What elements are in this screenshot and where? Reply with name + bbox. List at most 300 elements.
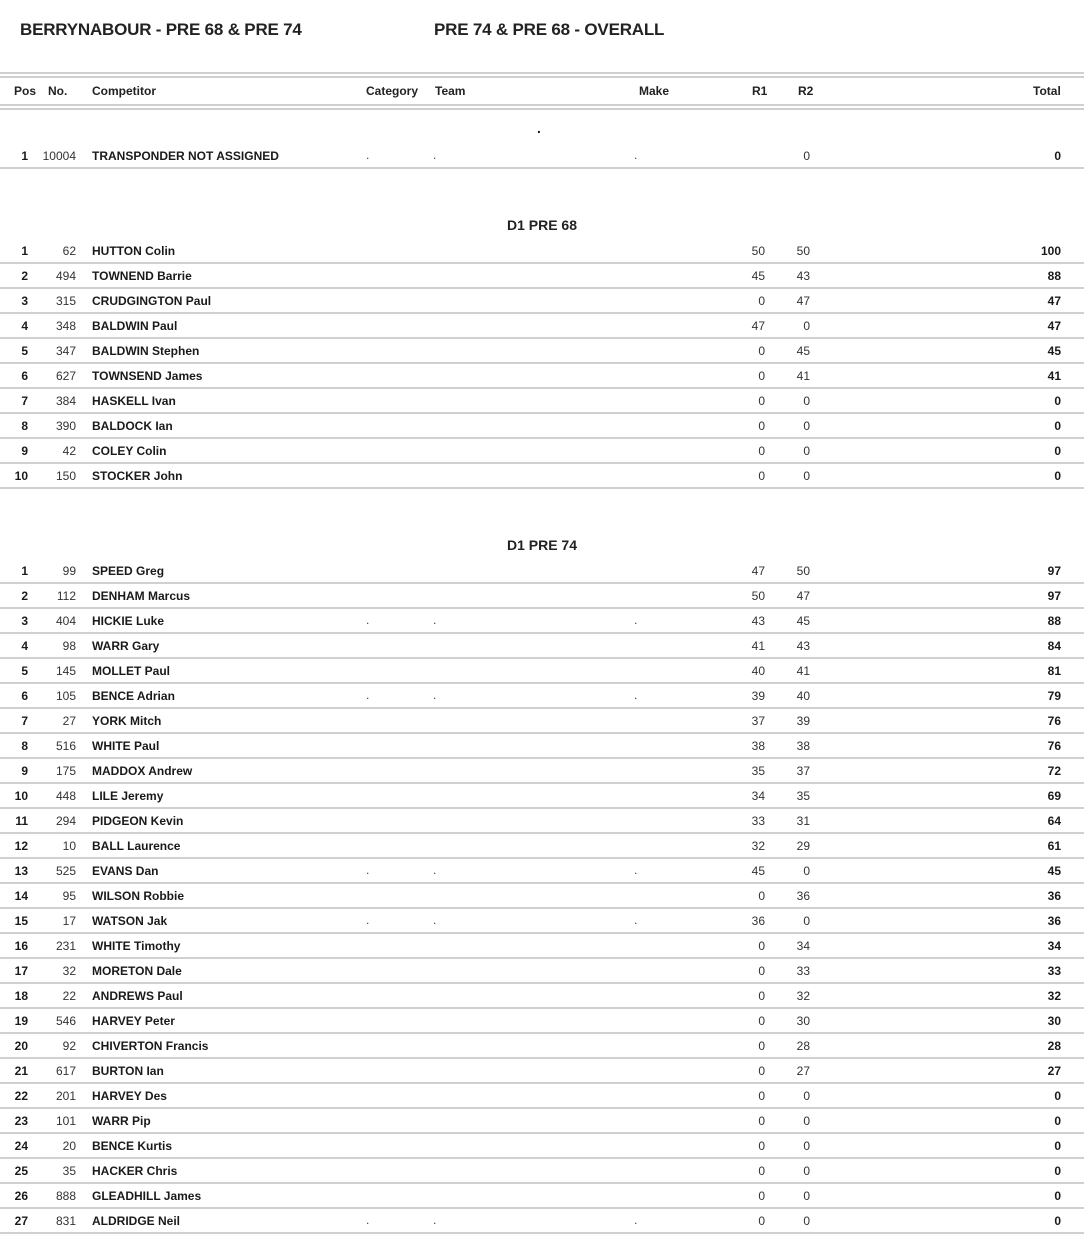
competitor-cell: BALDOCK Ian (92, 419, 173, 433)
make-cell: . (634, 613, 638, 627)
table-row[interactable] (0, 759, 1084, 784)
r1-cell: 0 (758, 394, 765, 408)
r2-cell: 36 (796, 889, 810, 903)
table-row[interactable] (0, 734, 1084, 759)
number-cell: 494 (55, 269, 76, 283)
competitor-cell: WATSON Jak (92, 914, 168, 928)
r2-cell: 43 (796, 639, 810, 653)
table-row[interactable] (0, 559, 1084, 584)
r1-cell: 32 (751, 839, 765, 853)
table-row[interactable] (0, 884, 1084, 909)
r2-cell: 37 (796, 764, 810, 778)
table-row[interactable] (0, 389, 1084, 414)
table-row[interactable] (0, 1109, 1084, 1134)
r2-cell: 43 (796, 269, 810, 283)
event-title: BERRYNABOUR - PRE 68 & PRE 74 (20, 20, 302, 39)
table-row[interactable] (0, 684, 1084, 709)
total-cell: 0 (1054, 1139, 1061, 1153)
r2-cell: 41 (796, 369, 810, 383)
total-cell: 36 (1047, 889, 1061, 903)
r1-cell: 0 (758, 469, 765, 483)
group-title: . (537, 120, 541, 136)
r2-cell: 50 (796, 564, 810, 578)
column-header-total[interactable]: Total (1033, 84, 1061, 98)
number-cell: 231 (55, 939, 76, 953)
r2-cell: 0 (803, 319, 810, 333)
number-cell: 99 (62, 564, 76, 578)
table-row[interactable] (0, 339, 1084, 364)
header-divider-bottom-inner (0, 108, 1084, 110)
position-cell: 12 (14, 839, 28, 853)
make-cell: . (634, 688, 638, 702)
competitor-cell: WHITE Timothy (92, 939, 181, 953)
competitor-cell: COLEY Colin (92, 444, 167, 458)
table-row[interactable] (0, 439, 1084, 464)
table-row[interactable] (0, 659, 1084, 684)
table-row[interactable] (0, 984, 1084, 1009)
r1-cell: 0 (758, 1164, 765, 1178)
total-cell: 0 (1054, 419, 1061, 433)
r2-cell: 0 (803, 864, 810, 878)
team-cell: . (433, 1213, 437, 1227)
r2-cell: 39 (796, 714, 810, 728)
r2-cell: 31 (796, 814, 810, 828)
r2-cell: 45 (796, 344, 810, 358)
r1-cell: 39 (751, 689, 765, 703)
position-cell: 11 (15, 814, 28, 828)
number-cell: 98 (62, 639, 76, 653)
competitor-cell: BURTON Ian (92, 1064, 164, 1078)
make-cell: . (634, 863, 638, 877)
position-cell: 7 (21, 714, 28, 728)
r1-cell: 0 (758, 1114, 765, 1128)
column-header-category[interactable]: Category (366, 84, 419, 98)
competitor-cell: WHITE Paul (92, 739, 160, 753)
number-cell: 404 (55, 614, 76, 628)
category-cell: . (366, 913, 370, 927)
position-cell: 1 (21, 244, 28, 258)
total-cell: 45 (1047, 344, 1061, 358)
total-cell: 28 (1047, 1039, 1061, 1053)
category-cell: . (366, 863, 370, 877)
table-row[interactable] (0, 834, 1084, 859)
competitor-cell: BENCE Adrian (92, 689, 175, 703)
make-cell: . (634, 913, 638, 927)
position-cell: 13 (14, 864, 28, 878)
r2-cell: 47 (796, 589, 810, 603)
position-cell: 21 (14, 1064, 28, 1078)
r1-cell: 37 (751, 714, 765, 728)
competitor-cell: PIDGEON Kevin (92, 814, 184, 828)
r1-cell: 0 (758, 369, 765, 383)
competitor-cell: EVANS Dan (92, 864, 159, 878)
competitor-cell: STOCKER John (92, 469, 183, 483)
number-cell: 150 (55, 469, 76, 483)
competitor-cell: LILE Jeremy (92, 789, 164, 803)
total-cell: 45 (1047, 864, 1061, 878)
total-cell: 100 (1040, 244, 1061, 258)
total-cell: 0 (1054, 469, 1061, 483)
r2-cell: 41 (796, 664, 810, 678)
competitor-cell: WARR Gary (92, 639, 160, 653)
total-cell: 97 (1047, 564, 1061, 578)
r1-cell: 0 (758, 939, 765, 953)
competitor-cell: HARVEY Peter (92, 1014, 175, 1028)
r1-cell: 0 (758, 1089, 765, 1103)
group-title: D1 PRE 68 (506, 217, 578, 233)
total-cell: 61 (1047, 839, 1061, 853)
r1-cell: 35 (751, 764, 765, 778)
table-row[interactable] (0, 784, 1084, 809)
make-cell: . (634, 1213, 638, 1227)
r1-cell: 0 (758, 419, 765, 433)
position-cell: 2 (21, 589, 28, 603)
total-cell: 32 (1047, 989, 1061, 1003)
team-cell: . (433, 148, 437, 162)
category-cell: . (366, 148, 370, 162)
r1-cell: 0 (758, 344, 765, 358)
r2-cell: 33 (796, 964, 810, 978)
team-cell: . (433, 913, 437, 927)
number-cell: 201 (55, 1089, 76, 1103)
competitor-cell: MADDOX Andrew (92, 764, 193, 778)
table-row[interactable] (0, 264, 1084, 289)
header-divider-top-inner (0, 76, 1084, 78)
competitor-cell: ANDREWS Paul (92, 989, 183, 1003)
table-row[interactable] (0, 584, 1084, 609)
competitor-cell: SPEED Greg (92, 564, 165, 578)
table-row[interactable] (0, 364, 1084, 389)
total-cell: 0 (1054, 394, 1061, 408)
number-cell: 390 (55, 419, 76, 433)
competitor-cell: WARR Pip (92, 1114, 151, 1128)
number-cell: 32 (62, 964, 76, 978)
position-cell: 23 (14, 1114, 28, 1128)
position-cell: 26 (14, 1189, 28, 1203)
total-cell: 97 (1047, 589, 1061, 603)
team-cell: . (433, 863, 437, 877)
number-cell: 10004 (42, 149, 76, 163)
position-cell: 25 (14, 1164, 28, 1178)
column-header-no[interactable]: No. (48, 84, 68, 98)
total-cell: 69 (1047, 789, 1061, 803)
team-cell: . (433, 613, 437, 627)
competitor-cell: MOLLET Paul (92, 664, 170, 678)
r1-cell: 34 (751, 789, 765, 803)
position-cell: 9 (21, 444, 28, 458)
position-cell: 1 (21, 564, 28, 578)
table-row[interactable] (0, 859, 1084, 884)
table-row[interactable] (0, 1084, 1084, 1109)
r2-cell: 30 (796, 1014, 810, 1028)
position-cell: 5 (21, 344, 28, 358)
position-cell: 16 (14, 939, 28, 953)
r2-cell: 0 (803, 1214, 810, 1228)
r2-cell: 0 (803, 444, 810, 458)
table-row[interactable] (0, 1134, 1084, 1159)
number-cell: 17 (62, 914, 76, 928)
position-cell: 4 (21, 319, 28, 333)
competitor-cell: YORK Mitch (92, 714, 162, 728)
r2-cell: 35 (796, 789, 810, 803)
position-cell: 7 (21, 394, 28, 408)
position-cell: 2 (21, 269, 28, 283)
competitor-cell: HACKER Chris (92, 1164, 178, 1178)
total-cell: 0 (1054, 149, 1061, 163)
group-spacer (0, 489, 1084, 519)
total-cell: 64 (1047, 814, 1061, 828)
table-row[interactable] (0, 144, 1084, 169)
number-cell: 294 (55, 814, 76, 828)
r2-cell: 0 (803, 1089, 810, 1103)
team-cell: . (433, 688, 437, 702)
total-cell: 0 (1054, 1214, 1061, 1228)
r1-cell: 0 (758, 1189, 765, 1203)
column-header-team[interactable]: Team (435, 84, 466, 98)
r1-cell: 0 (758, 1064, 765, 1078)
table-row[interactable] (0, 1209, 1084, 1234)
position-cell: 10 (14, 789, 28, 803)
column-header-make[interactable]: Make (639, 84, 670, 98)
table-row[interactable] (0, 314, 1084, 339)
competitor-cell: ALDRIDGE Neil (92, 1214, 181, 1228)
competitor-cell: MORETON Dale (92, 964, 182, 978)
number-cell: 384 (55, 394, 76, 408)
group-heading (0, 199, 1084, 239)
competitor-cell: DENHAM Marcus (92, 589, 191, 603)
competitor-cell: CHIVERTON Francis (92, 1039, 209, 1053)
r2-cell: 40 (796, 689, 810, 703)
r2-cell: 0 (803, 469, 810, 483)
r1-cell: 0 (758, 964, 765, 978)
position-cell: 24 (14, 1139, 28, 1153)
number-cell: 315 (55, 294, 76, 308)
table-row[interactable] (0, 1009, 1084, 1034)
total-cell: 81 (1047, 664, 1061, 678)
position-cell: 20 (14, 1039, 28, 1053)
number-cell: 348 (55, 319, 76, 333)
r1-cell: 36 (751, 914, 765, 928)
total-cell: 41 (1047, 369, 1061, 383)
r2-cell: 28 (796, 1039, 810, 1053)
category-cell: . (366, 613, 370, 627)
number-cell: 10 (62, 839, 76, 853)
position-cell: 5 (21, 664, 28, 678)
category-cell: . (366, 688, 370, 702)
competitor-cell: TOWNEND Barrie (92, 269, 192, 283)
position-cell: 9 (21, 764, 28, 778)
r2-cell: 0 (803, 1164, 810, 1178)
competitor-cell: CRUDGINGTON Paul (92, 294, 212, 308)
number-cell: 92 (62, 1039, 76, 1053)
total-cell: 72 (1047, 764, 1061, 778)
column-header-pos[interactable]: Pos (14, 84, 37, 98)
competitor-cell: BALDWIN Stephen (92, 344, 200, 358)
r1-cell: 0 (758, 1214, 765, 1228)
results-table (0, 118, 1084, 1234)
competitor-cell: HARVEY Des (92, 1089, 167, 1103)
table-row[interactable] (0, 934, 1084, 959)
table-row[interactable] (0, 959, 1084, 984)
number-cell: 62 (62, 244, 76, 258)
position-cell: 27 (14, 1214, 28, 1228)
position-cell: 6 (21, 689, 28, 703)
group-heading (0, 118, 1084, 144)
total-cell: 27 (1047, 1064, 1061, 1078)
r1-cell: 33 (751, 814, 765, 828)
r1-cell: 0 (758, 989, 765, 1003)
r2-cell: 32 (796, 989, 810, 1003)
total-cell: 0 (1054, 1189, 1061, 1203)
number-cell: 95 (62, 889, 76, 903)
column-header-row (0, 80, 1084, 102)
table-row[interactable] (0, 1184, 1084, 1209)
total-cell: 0 (1054, 1164, 1061, 1178)
number-cell: 145 (55, 664, 76, 678)
total-cell: 34 (1047, 939, 1061, 953)
position-cell: 3 (21, 614, 28, 628)
total-cell: 76 (1047, 739, 1061, 753)
column-header-r2[interactable]: R2 (798, 84, 814, 98)
r2-cell: 0 (803, 914, 810, 928)
header-divider-bottom (0, 104, 1084, 106)
r1-cell: 45 (751, 269, 765, 283)
number-cell: 27 (62, 714, 76, 728)
make-cell: . (634, 148, 638, 162)
r1-cell: 47 (751, 319, 765, 333)
group-spacer (0, 169, 1084, 199)
number-cell: 546 (55, 1014, 76, 1028)
competitor-cell: WILSON Robbie (92, 889, 184, 903)
r1-cell: 0 (758, 1014, 765, 1028)
r1-cell: 47 (751, 564, 765, 578)
r1-cell: 0 (758, 1039, 765, 1053)
number-cell: 448 (55, 789, 76, 803)
number-cell: 35 (62, 1164, 76, 1178)
r2-cell: 0 (803, 1139, 810, 1153)
table-row[interactable] (0, 634, 1084, 659)
r1-cell: 0 (758, 1139, 765, 1153)
table-row[interactable] (0, 1159, 1084, 1184)
r1-cell: 45 (751, 864, 765, 878)
column-header-competitor[interactable]: Competitor (92, 84, 156, 98)
total-cell: 47 (1047, 319, 1061, 333)
competitor-cell: GLEADHILL James (92, 1189, 202, 1203)
number-cell: 617 (55, 1064, 76, 1078)
number-cell: 175 (55, 764, 76, 778)
report-title: PRE 74 & PRE 68 - OVERALL (434, 20, 665, 39)
total-cell: 0 (1054, 1114, 1061, 1128)
total-cell: 88 (1047, 269, 1061, 283)
number-cell: 42 (62, 444, 76, 458)
table-row[interactable] (0, 289, 1084, 314)
table-row[interactable] (0, 1059, 1084, 1084)
table-row[interactable] (0, 464, 1084, 489)
r1-cell: 40 (751, 664, 765, 678)
r1-cell: 41 (751, 639, 765, 653)
r2-cell: 47 (796, 294, 810, 308)
position-cell: 17 (14, 964, 28, 978)
total-cell: 79 (1047, 689, 1061, 703)
r2-cell: 0 (803, 419, 810, 433)
header-divider-top (0, 72, 1084, 74)
table-row[interactable] (0, 609, 1084, 634)
table-row[interactable] (0, 414, 1084, 439)
position-cell: 10 (14, 469, 28, 483)
position-cell: 6 (21, 369, 28, 383)
total-cell: 76 (1047, 714, 1061, 728)
position-cell: 14 (14, 889, 28, 903)
r2-cell: 0 (803, 1189, 810, 1203)
position-cell: 18 (14, 989, 28, 1003)
r2-cell: 50 (796, 244, 810, 258)
number-cell: 101 (55, 1114, 76, 1128)
number-cell: 112 (56, 589, 76, 603)
position-cell: 4 (21, 639, 28, 653)
number-cell: 105 (55, 689, 76, 703)
column-header-r1[interactable]: R1 (752, 84, 768, 98)
r2-cell: 0 (803, 394, 810, 408)
group-title: D1 PRE 74 (506, 537, 578, 553)
total-cell: 30 (1047, 1014, 1061, 1028)
competitor-cell: BALL Laurence (92, 839, 181, 853)
table-row[interactable] (0, 1034, 1084, 1059)
total-cell: 47 (1047, 294, 1061, 308)
competitor-cell: TRANSPONDER NOT ASSIGNED (92, 149, 279, 163)
position-cell: 22 (14, 1089, 28, 1103)
r1-cell: 43 (751, 614, 765, 628)
number-cell: 525 (55, 864, 76, 878)
competitor-cell: HICKIE Luke (92, 614, 165, 628)
r2-cell: 34 (796, 939, 810, 953)
r2-cell: 45 (796, 614, 810, 628)
r1-cell: 50 (751, 589, 765, 603)
number-cell: 888 (55, 1189, 76, 1203)
position-cell: 19 (14, 1014, 28, 1028)
position-cell: 15 (14, 914, 28, 928)
table-row[interactable] (0, 709, 1084, 734)
number-cell: 347 (55, 344, 76, 358)
group-heading (0, 519, 1084, 559)
position-cell: 1 (21, 149, 28, 163)
table-row[interactable] (0, 909, 1084, 934)
r2-cell: 27 (796, 1064, 810, 1078)
number-cell: 627 (55, 369, 76, 383)
number-cell: 22 (62, 989, 76, 1003)
r1-cell: 0 (758, 444, 765, 458)
table-row[interactable] (0, 239, 1084, 264)
competitor-cell: BALDWIN Paul (92, 319, 178, 333)
r2-cell: 0 (803, 1114, 810, 1128)
total-cell: 84 (1047, 639, 1061, 653)
r2-cell: 0 (803, 149, 810, 163)
r1-cell: 50 (751, 244, 765, 258)
total-cell: 88 (1047, 614, 1061, 628)
competitor-cell: HUTTON Colin (92, 244, 176, 258)
r1-cell: 0 (758, 294, 765, 308)
table-row[interactable] (0, 809, 1084, 834)
competitor-cell: BENCE Kurtis (92, 1139, 173, 1153)
r1-cell: 0 (758, 889, 765, 903)
position-cell: 8 (21, 419, 28, 433)
total-cell: 0 (1054, 1089, 1061, 1103)
r2-cell: 29 (796, 839, 810, 853)
total-cell: 33 (1047, 964, 1061, 978)
r1-cell: 38 (751, 739, 765, 753)
competitor-cell: HASKELL Ivan (92, 394, 176, 408)
competitor-cell: TOWNSEND James (92, 369, 203, 383)
total-cell: 0 (1054, 444, 1061, 458)
